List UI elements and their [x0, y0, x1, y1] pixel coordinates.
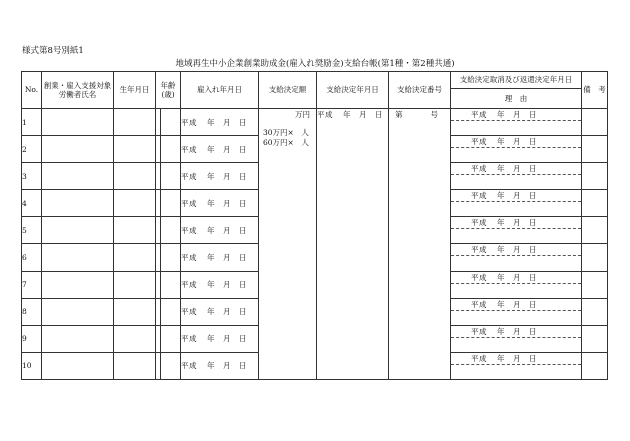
header-cancel-reason: 理 由: [451, 89, 582, 109]
month-label: 月: [513, 272, 522, 282]
birth-date-cell[interactable]: [114, 325, 156, 352]
cancel-cell[interactable]: [451, 298, 582, 325]
era-label: 平成: [181, 171, 198, 181]
era-label: 平成: [181, 307, 198, 317]
form-number: 様式第8号別紙1: [22, 46, 84, 56]
cancel-cell[interactable]: [451, 163, 582, 190]
day-label: 日: [239, 144, 248, 154]
payment-date-cell[interactable]: [317, 109, 389, 380]
day-label: 日: [529, 218, 538, 228]
era-label: 平成: [471, 245, 488, 255]
year-label: 年: [207, 280, 216, 290]
remarks-cell[interactable]: [582, 190, 608, 217]
era-label: 平成: [471, 137, 488, 147]
row-number: 6: [22, 244, 42, 271]
month-label: 月: [513, 245, 522, 255]
month-label: 月: [223, 144, 232, 154]
payment-amount-cell[interactable]: [259, 109, 317, 380]
year-label: 年: [497, 299, 506, 309]
header-remarks: 備 考: [582, 72, 608, 109]
header-no: No.: [22, 72, 42, 109]
worker-name-cell[interactable]: [42, 163, 114, 190]
hire-date-cell[interactable]: [181, 244, 259, 271]
remarks-cell[interactable]: [582, 271, 608, 298]
month-label: 月: [513, 218, 522, 228]
remarks-cell[interactable]: [582, 163, 608, 190]
row-number: 2: [22, 136, 42, 163]
era-label: 平成: [181, 225, 198, 235]
cancel-date[interactable]: [451, 190, 581, 202]
month-label: 月: [223, 307, 232, 317]
year-label: 年: [207, 225, 216, 235]
year-label: 年: [497, 137, 506, 147]
era-label: 平成: [471, 353, 488, 363]
year-label: 年: [207, 334, 216, 344]
day-label: 日: [239, 117, 248, 127]
cancel-cell[interactable]: [451, 217, 582, 244]
month-label: 月: [223, 117, 232, 127]
birth-date-cell[interactable]: [114, 190, 156, 217]
age-cell[interactable]: [161, 244, 181, 271]
month-label: 月: [223, 198, 232, 208]
row-number: 1: [22, 109, 42, 136]
year-label: 年: [497, 191, 506, 201]
remarks-cell[interactable]: [582, 325, 608, 352]
era-label: 平成: [317, 110, 334, 119]
month-label: 月: [223, 334, 232, 344]
cancel-date[interactable]: [451, 109, 581, 121]
cancel-date[interactable]: [451, 217, 581, 229]
remarks-cell[interactable]: [582, 217, 608, 244]
year-label: 年: [497, 218, 506, 228]
remarks-cell[interactable]: [582, 298, 608, 325]
yen-unit: 万円: [295, 110, 311, 119]
rate-line-60: 60万円× 人: [263, 138, 309, 147]
header-worker-name: 創業・雇入支援対象労働者氏名: [42, 72, 114, 109]
birth-date-cell[interactable]: [114, 136, 156, 163]
cancel-cell[interactable]: [451, 244, 582, 271]
era-label: 平成: [471, 164, 488, 174]
row-number: 5: [22, 217, 42, 244]
era-label: 平成: [181, 144, 198, 154]
month-label: 月: [513, 110, 522, 119]
rate-line-30: 30万円× 人: [263, 128, 309, 137]
year-label: 年: [497, 326, 506, 336]
year-label: 年: [207, 361, 216, 371]
hire-date-cell[interactable]: [181, 271, 259, 298]
cancel-date[interactable]: [451, 163, 581, 175]
day-label: 日: [375, 110, 384, 119]
payment-number-cell[interactable]: [389, 109, 451, 380]
era-label: 平成: [471, 299, 488, 309]
day-label: 日: [529, 137, 538, 147]
cancel-cell[interactable]: [451, 109, 582, 136]
row-number: 9: [22, 325, 42, 352]
day-label: 日: [529, 110, 538, 119]
birth-date-cell[interactable]: [114, 271, 156, 298]
year-label: 年: [207, 253, 216, 263]
year-label: 年: [497, 245, 506, 255]
era-label: 平成: [181, 253, 198, 263]
year-label: 年: [207, 198, 216, 208]
row-number: 4: [22, 190, 42, 217]
number-suffix: 号: [430, 110, 439, 119]
age-cell[interactable]: [161, 136, 181, 163]
hire-date-cell[interactable]: [181, 163, 259, 190]
hire-date-cell[interactable]: [181, 352, 259, 379]
header-cancel-date: 支給決定取消及び返還決定年月日: [451, 72, 582, 89]
cancel-date[interactable]: [451, 353, 581, 365]
day-label: 日: [239, 171, 248, 181]
worker-name-cell[interactable]: [42, 325, 114, 352]
month-label: 月: [513, 191, 522, 201]
worker-name-cell[interactable]: [42, 217, 114, 244]
row-number: 10: [22, 352, 42, 379]
header-age: 年齢(歳): [156, 72, 181, 109]
row-number: 3: [22, 163, 42, 190]
worker-name-cell[interactable]: [42, 190, 114, 217]
day-label: 日: [529, 164, 538, 174]
day-label: 日: [239, 307, 248, 317]
month-label: 月: [513, 326, 522, 336]
day-label: 日: [529, 272, 538, 282]
year-label: 年: [207, 117, 216, 127]
month-label: 月: [223, 361, 232, 371]
era-label: 平成: [471, 218, 488, 228]
day-label: 日: [239, 198, 248, 208]
month-label: 月: [223, 171, 232, 181]
remarks-cell[interactable]: [582, 352, 608, 379]
worker-name-cell[interactable]: [42, 271, 114, 298]
day-label: 日: [529, 299, 538, 309]
birth-date-cell[interactable]: [114, 217, 156, 244]
cancel-date[interactable]: [451, 136, 581, 148]
worker-name-cell[interactable]: [42, 109, 114, 136]
year-label: 年: [207, 307, 216, 317]
table-row: [22, 109, 608, 136]
era-label: 平成: [181, 280, 198, 290]
age-cell[interactable]: [161, 325, 181, 352]
hire-date-cell[interactable]: [181, 298, 259, 325]
day-label: 日: [529, 245, 538, 255]
month-label: 月: [513, 137, 522, 147]
row-number: 7: [22, 271, 42, 298]
ledger-body: [22, 109, 608, 380]
cancel-date[interactable]: [451, 326, 581, 338]
hire-date-cell[interactable]: [181, 217, 259, 244]
month-label: 月: [513, 299, 522, 309]
day-label: 日: [239, 253, 248, 263]
era-label: 平成: [471, 110, 488, 119]
hire-date-cell[interactable]: [181, 325, 259, 352]
month-label: 月: [513, 353, 522, 363]
payment-ledger-table: [21, 71, 608, 380]
year-label: 年: [497, 164, 506, 174]
year-label: 年: [497, 353, 506, 363]
header-payment-amount: 支給決定額: [259, 72, 317, 109]
birth-date-cell[interactable]: [114, 163, 156, 190]
month-label: 月: [223, 225, 232, 235]
day-label: 日: [529, 353, 538, 363]
cancel-date[interactable]: [451, 272, 581, 284]
cancel-cell[interactable]: [451, 325, 582, 352]
number-prefix: 第: [395, 110, 403, 119]
cancel-cell[interactable]: [451, 352, 582, 379]
year-label: 年: [207, 144, 216, 154]
age-cell[interactable]: [161, 352, 181, 379]
year-label: 年: [497, 272, 506, 282]
age-cell[interactable]: [161, 298, 181, 325]
header-birth-date: 生年月日: [114, 72, 156, 109]
age-cell[interactable]: [161, 109, 181, 136]
birth-date-cell[interactable]: [114, 352, 156, 379]
hire-date-cell[interactable]: [181, 190, 259, 217]
day-label: 日: [529, 326, 538, 336]
cancel-cell[interactable]: [451, 190, 582, 217]
birth-date-cell[interactable]: [114, 298, 156, 325]
era-label: 平成: [471, 272, 488, 282]
hire-date-cell[interactable]: [181, 109, 259, 136]
ledger-title: 地域再生中小企業創業助成金(雇入れ奨励金)支給台帳(第1種・第2種共通): [175, 59, 455, 69]
worker-name-cell[interactable]: [42, 244, 114, 271]
era-label: 平成: [181, 361, 198, 371]
era-label: 平成: [471, 326, 488, 336]
year-label: 年: [207, 171, 216, 181]
remarks-cell[interactable]: [582, 109, 608, 136]
day-label: 日: [239, 334, 248, 344]
year-label: 年: [343, 110, 352, 119]
cancel-cell[interactable]: [451, 271, 582, 298]
day-label: 日: [239, 280, 248, 290]
cancel-date[interactable]: [451, 244, 581, 256]
birth-date-cell[interactable]: [114, 109, 156, 136]
header-hire-date: 雇入れ年月日: [181, 72, 259, 109]
worker-name-cell[interactable]: [42, 298, 114, 325]
year-label: 年: [497, 110, 506, 119]
era-label: 平成: [471, 191, 488, 201]
hire-date-cell[interactable]: [181, 136, 259, 163]
row-number: 8: [22, 298, 42, 325]
birth-date-cell[interactable]: [114, 244, 156, 271]
remarks-cell[interactable]: [582, 136, 608, 163]
age-cell[interactable]: [161, 217, 181, 244]
era-label: 平成: [181, 334, 198, 344]
cancel-cell[interactable]: [451, 136, 582, 163]
age-cell[interactable]: [161, 190, 181, 217]
worker-name-cell[interactable]: [42, 352, 114, 379]
age-cell[interactable]: [161, 271, 181, 298]
day-label: 日: [239, 361, 248, 371]
month-label: 月: [223, 280, 232, 290]
month-label: 月: [359, 110, 368, 119]
era-label: 平成: [181, 198, 198, 208]
header-payment-date: 支給決定年月日: [317, 72, 389, 109]
age-cell[interactable]: [161, 163, 181, 190]
era-label: 平成: [181, 117, 198, 127]
worker-name-cell[interactable]: [42, 136, 114, 163]
month-label: 月: [223, 253, 232, 263]
day-label: 日: [529, 191, 538, 201]
month-label: 月: [513, 164, 522, 174]
header-payment-number: 支給決定番号: [389, 72, 451, 109]
remarks-cell[interactable]: [582, 244, 608, 271]
cancel-date[interactable]: [451, 299, 581, 311]
day-label: 日: [239, 225, 248, 235]
